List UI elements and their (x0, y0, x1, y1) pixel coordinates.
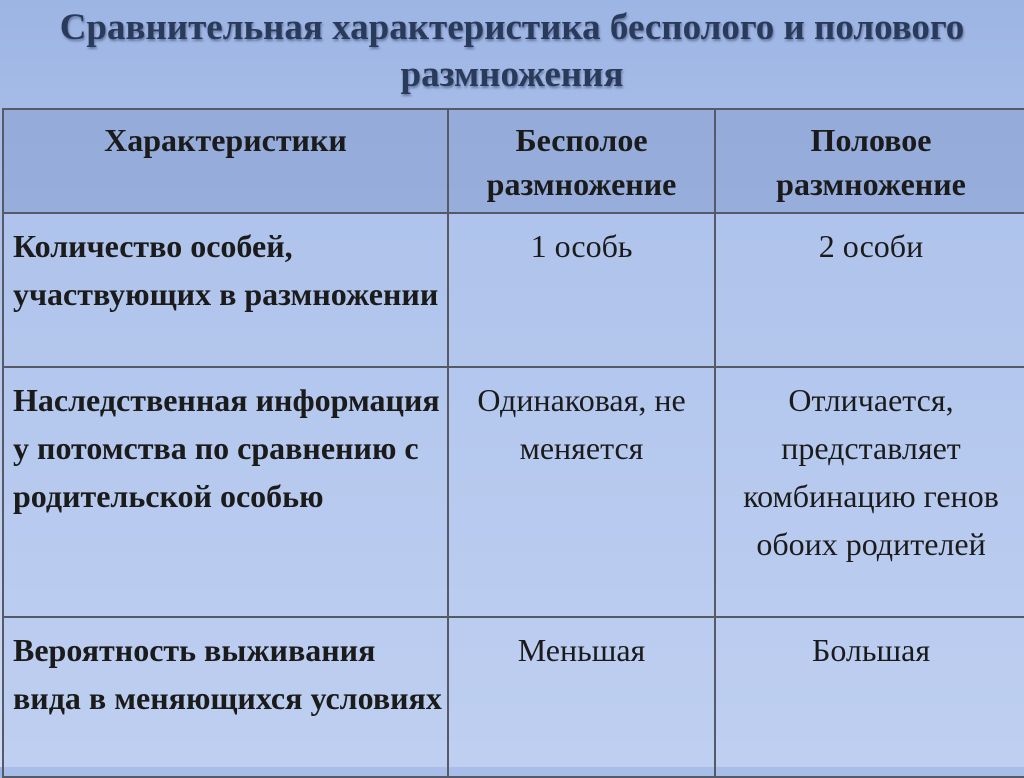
cell-asexual: Меньшая (448, 617, 715, 777)
row-characteristic: Наследственная информация у потомства по сравнению с родительской особью (3, 367, 448, 617)
cell-sexual: Большая (715, 617, 1024, 777)
header-sexual: Половое размножение (715, 109, 1024, 213)
table-row (3, 617, 1024, 777)
table-row (3, 213, 1024, 367)
table-row (3, 367, 1024, 617)
cell-sexual: 2 особи (715, 213, 1024, 367)
cell-sexual: Отличается, представляет комбинацию генов обоих родителей (715, 367, 1024, 617)
header-asexual: Бесполое размножение (448, 109, 715, 213)
slide-title: Сравнительная характеристика бесполого и полового размножения (59, 7, 965, 95)
row-characteristic: Вероятность выживания вида в меняющихся условиях (3, 617, 448, 777)
table-header-row (3, 109, 1024, 213)
row-characteristic: Количество особей, участвующих в размножении (3, 213, 448, 367)
cell-asexual: Одинаковая, не меняется (448, 367, 715, 617)
header-characteristics: Характеристики (3, 109, 448, 213)
cell-asexual: 1 особь (448, 213, 715, 367)
comparison-table (2, 108, 1024, 778)
